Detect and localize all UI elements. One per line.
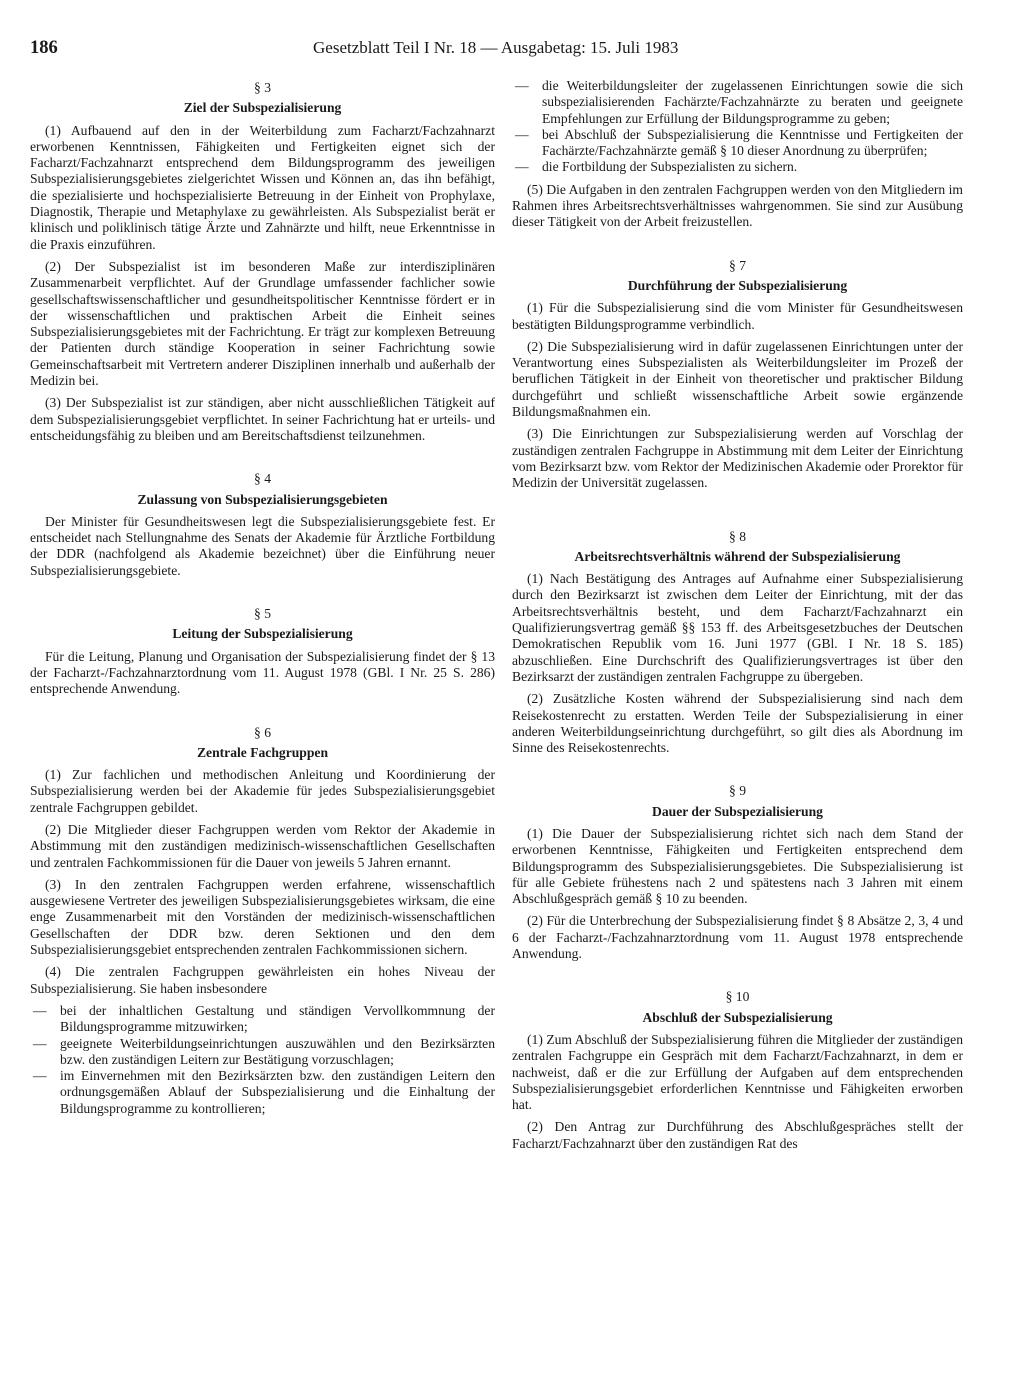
- paragraph: (1) Zur fachlichen und methodischen Anleitung und Koordinierung der Subspezialisierung werden bei der Akademie für jedes Subspezialisierungsgebiet zentrale Fachgruppen gebildet.: [30, 767, 495, 815]
- dash-marker: —: [515, 126, 529, 142]
- page-header: [30, 38, 966, 68]
- page-number: 186: [30, 38, 58, 58]
- section-title: Dauer der Subspezialisierung: [652, 803, 823, 819]
- section-number: § 10: [725, 989, 750, 1005]
- paragraph: Der Minister für Gesundheitswesen legt die Subspezialisierungsgebiete fest. Er entscheidet nach Stellungnahme des Senats der Akademie für Ärztliche Fortbildung der DDR (nachfolgend als Akademie bezeichnet) über die Einführung neuer Subspezialisierungsgebiete.: [30, 513, 495, 578]
- section-number: § 9: [729, 783, 746, 799]
- list-item-text: die Fortbildung der Subspezialisten zu sichern.: [542, 159, 798, 175]
- paragraph: (2) Der Subspezialist ist im besonderen Maße zur interdisziplinären Zusammenarbeit verpflichtet. Auf der Grundlage umfassender fachlicher sowie gesellschaftswissenschaftlicher und gesundheitspolitischer Kenntnisse fördert er in der wissenschaftlichen und praktischen Arbeit die Einheit seines Subspezialisierungsgebietes mit der Fachrichtung. Er trägt zur komplexen Betreuung der Patienten durch ständige Kooperation in seiner Fachrichtung sowie Gemeinschaftsarbeit mit Vertretern anderer Disziplinen innerhalb und außerhalb der Medizin bei.: [30, 258, 495, 389]
- dash-marker: —: [515, 78, 529, 93]
- right-column: [512, 78, 963, 1158]
- paragraph: (2) Die Subspezialisierung wird in dafür zugelassenen Einrichtungen unter der Verantwortung eines Subspezialisten als Weiterbildungsleiter im Prozeß der beruflichen Tätigkeit in der Einheit von theoretischer und praktischer Bildung durchgeführt und schließt wissenschaftliche Arbeit sowie ergänzende Bildungsmaßnahmen ein.: [512, 338, 963, 420]
- section-title: Arbeitsrechtsverhältnis während der Subspezialisierung: [574, 548, 901, 564]
- dash-list: [30, 1003, 495, 1117]
- paragraph: (1) Zum Abschluß der Subspezialisierung führen die Mitglieder der zuständigen zentralen Fachgruppe ein Gespräch mit dem Facharzt/Fachzahnarzt, in dem er nachweist, daß er die zur Erfüllung der Aufgaben auf dem entsprechenden Subspezialisierungsgebiet erforderlichen Kenntnisse und Fähigkeiten erworben hat.: [512, 1031, 963, 1113]
- paragraph: (1) Aufbauend auf den in der Weiterbildung zum Facharzt/Fachzahnarzt erworbenen Kenntnissen, Fähigkeiten und Fertigkeiten eignet sich der Facharzt/Fachzahnarzt entsprechend dem Bildungsprogramm des jeweiligen Subspezialisierungsgebietes zielgerichtet Wissen und Können an, das ihn befähigt, die spezialisierte und hochspezialisierte Betreuung in der Einheit von Prophylaxe, Diagnostik, Therapie und Metaphylaxe zu gewährleisten. Als Subspezialist berät er klinisch und poliklinisch tätige Ärzte und Zahnärzte und hilft, neue Erkenntnisse in die Praxis einzuführen.: [30, 122, 495, 252]
- dash-marker: —: [33, 1035, 47, 1051]
- dash-list: [512, 78, 963, 176]
- paragraph: (1) Die Dauer der Subspezialisierung richtet sich nach dem Stand der erworbenen Kenntnisse, Fähigkeiten und Fertigkeiten entsprechend dem Bildungsprogramm des Subspezialisierungsgebietes. Die Subspezialisierung ist für alle Gebiete frühestens nach 2 und spätestens nach 3 Jahren mit einem Abschlußgespräch gemäß § 10 zu beenden.: [512, 825, 963, 907]
- list-item-text: die Weiterbildungsleiter der zugelassenen Einrichtungen sowie die sich subspezialisierenden Fachärzte/Fachzahnärzte zu beraten und geeignete Empfehlungen zur Erfüllung der Bildungsprogramme zu geben;: [542, 78, 963, 126]
- section-number: § 3: [254, 80, 271, 95]
- paragraph: (1) Nach Bestätigung des Antrages auf Aufnahme einer Subspezialisierung durch den Bezirksarzt ist zwischen dem Leiter der Einrichtung, mit der das Arbeitsrechtsverhältnis besteht, und dem Facharzt/Fachzahnarzt ein Qualifizierungsvertrag gemäß §§ 153 ff. des Arbeitsgesetzbuches der Deutschen Demokratischen Republik vom 16. Juni 1977 (GBl. I Nr. 18 S. 185) abzuschließen. Eine Durchschrift des Qualifizierungsvertrages ist über den Bezirksarzt der zuständigen zentralen Fachgruppe zu übergeben.: [512, 571, 963, 684]
- list-item: [30, 1068, 495, 1117]
- list-item-text: im Einvernehmen mit den Bezirksärzten bzw. den zuständigen Leitern den ordnungsgemäßen Ablauf der Subspezialisierung und die Einhaltung der Bildungsprogramme zu kontrollieren;: [60, 1068, 495, 1116]
- running-head: Gesetzblatt Teil I Nr. 18 — Ausgabetag: 15. Juli 1983: [313, 38, 679, 57]
- paragraph: (1) Für die Subspezialisierung sind die vom Minister für Gesundheitswesen bestätigten Bildungsprogramme verbindlich.: [512, 300, 963, 332]
- paragraph: Für die Leitung, Planung und Organisation der Subspezialisierung findet der § 13 der Facharzt-/Fachzahnarztordnung vom 11. August 1978 (GBl. I Nr. 25 S. 286) entsprechende Anwendung.: [30, 648, 495, 697]
- list-item: [512, 127, 963, 160]
- dash-marker: —: [33, 1002, 47, 1018]
- paragraph: (3) Der Subspezialist ist zur ständigen, aber nicht ausschließlichen Tätigkeit auf dem Subspezialisierungsgebiet verpflichtet. In seiner Fachrichtung hat er urteils- und entscheidungsfähig zu bleiben und am Bereitschaftsdienst teilzunehmen.: [30, 395, 495, 443]
- section-title: Abschluß der Subspezialisierung: [642, 1009, 833, 1025]
- section-number: § 4: [254, 471, 271, 487]
- paragraph: (2) Für die Unterbrechung der Subspezialisierung findet § 8 Absätze 2, 3, 4 und 6 der Facharzt-/Fachzahnarztordnung vom 11. August 1978 entsprechende Anwendung.: [512, 913, 963, 962]
- list-item: [30, 1036, 495, 1069]
- section-title: Zentrale Fachgruppen: [196, 744, 329, 760]
- section-title: Zulassung von Subspezialisierungsgebieten: [137, 491, 388, 507]
- paragraph: (3) Die Einrichtungen zur Subspezialisierung werden auf Vorschlag der zuständigen zentralen Fachgruppe in Abstimmung mit dem Leiter der Einrichtung vom Bezirksarzt bzw. vom Rektor der Medizinischen Akademie oder Prorektor für Medizin der Universität zugelassen.: [512, 426, 963, 491]
- section-number: § 8: [729, 528, 746, 544]
- dash-marker: —: [33, 1068, 47, 1084]
- section-number: § 6: [254, 724, 271, 740]
- section-number: § 5: [254, 606, 271, 622]
- left-column: [30, 80, 495, 1123]
- paragraph: (2) Den Antrag zur Durchführung des Abschlußgespräches stellt der Facharzt/Fachzahnarzt über den zuständigen Rat des: [512, 1119, 963, 1151]
- list-item: [30, 1003, 495, 1036]
- paragraph: (5) Die Aufgaben in den zentralen Fachgruppen werden von den Mitgliedern im Rahmen ihres Arbeitsrechtsverhältnisses wahrgenommen. Sie sind zur Ausübung dieser Tätigkeit von der Arbeit freizustellen.: [512, 181, 963, 230]
- list-item-text: geeignete Weiterbildungseinrichtungen auszuwählen und den Bezirksärzten bzw. den zuständigen Leitern zur Bestätigung vorzuschlagen;: [60, 1035, 495, 1067]
- paragraph: (4) Die zentralen Fachgruppen gewährleisten ein hohes Niveau der Subspezialisierung. Sie haben insbesondere: [30, 964, 495, 996]
- paragraph: (2) Die Mitglieder dieser Fachgruppen werden vom Rektor der Akademie in Abstimmung mit den zuständigen medizinisch-wissenschaftlichen Gesellschaften und zentralen Fachkommissionen für die Dauer von jeweils 5 Jahren ernannt.: [30, 821, 495, 870]
- list-item: [512, 78, 963, 127]
- paragraph: (3) In den zentralen Fachgruppen werden erfahrene, wissenschaftlich ausgewiesene Vertreter des jeweiligen Subspezialisierungsgebietes wirksam, die eine enge Zusammenarbeit mit den Vorständen der medizinisch-wissenschaftlichen Gesellschaften der DDR bzw. deren Sektionen und den dem Subspezialisierungsgebiet entsprechenden zentralen Fachkommissionen sichern.: [30, 876, 495, 958]
- section-title: Leitung der Subspezialisierung: [172, 626, 353, 642]
- section-title: Ziel der Subspezialisierung: [183, 100, 342, 116]
- paragraph: (2) Zusätzliche Kosten während der Subspezialisierung sind nach dem Reisekostenrecht zu erstatten. Werden Teile der Subspezialisierung in einer anderen Weiterbildungseinrichtung durchgeführt, so gilt dies als Abordnung im Sinne des Reisekostenrechts.: [512, 691, 963, 756]
- list-item-text: bei der inhaltlichen Gestaltung und ständigen Vervollkommnung der Bildungsprogramme mitzuwirken;: [60, 1002, 495, 1035]
- list-item: [512, 159, 963, 175]
- section-number: § 7: [729, 257, 746, 273]
- section-title: Durchführung der Subspezialisierung: [627, 277, 848, 293]
- list-item-text: bei Abschluß der Subspezialisierung die Kenntnisse und Fertigkeiten der Fachärzte/Fachzahnärzte gemäß § 10 dieser Anordnung zu überprüfen;: [542, 126, 963, 159]
- dash-marker: —: [515, 159, 529, 175]
